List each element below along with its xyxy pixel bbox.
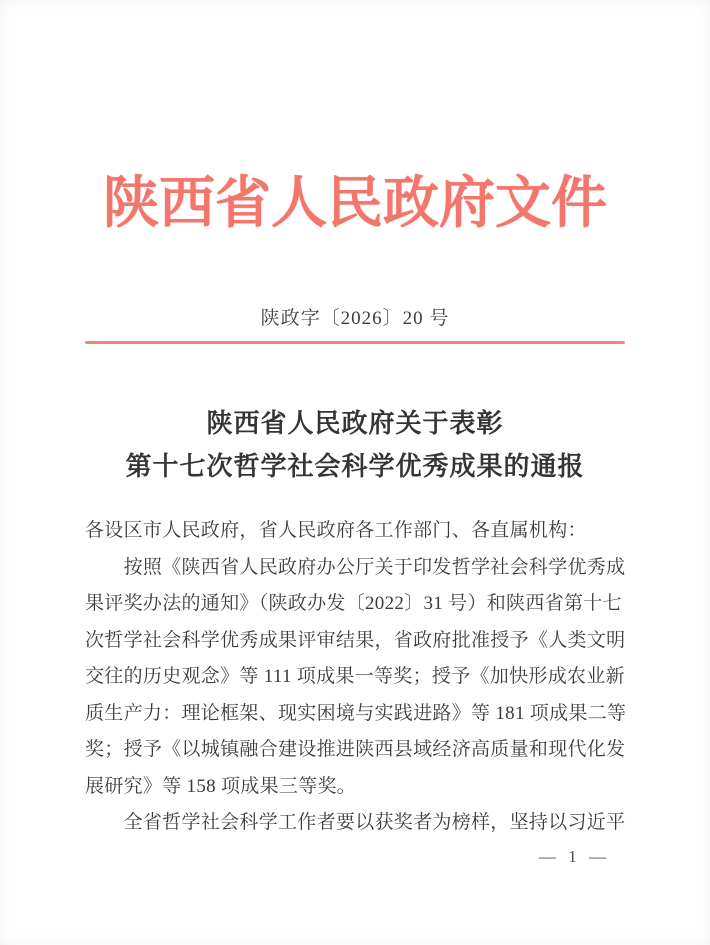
body-line: 交往的历史观念》等 111 项成果一等奖；授予《加快形成农业新 — [85, 666, 625, 687]
body-line: 各设区市人民政府，省人民政府各工作部门、各直属机构： — [85, 520, 587, 541]
document-number: 陕政字〔2026〕20 号 — [260, 308, 450, 329]
document-title — [0, 402, 710, 488]
body-line: 次哲学社会科学优秀成果评审结果，省政府批准授予《人类文明 — [85, 629, 626, 651]
body-line: 果评奖办法的通知》（陕政办发〔2022〕31 号）和陕西省第十七 — [85, 593, 622, 614]
red-divider-line — [85, 341, 625, 344]
red-header-title: 陕西省人民政府文件 — [103, 173, 607, 235]
body-line: 按照《陕西省人民政府办公厅关于印发哲学社会科学优秀成 — [85, 556, 626, 578]
document-title-line: 陕西省人民政府关于表彰 — [206, 409, 504, 438]
body-line: 质生产力：理论框架、现实困境与实践进路》等 181 项成果二等 — [85, 702, 627, 724]
body-line: 展研究》等 158 项成果三等奖。 — [85, 775, 357, 797]
body-line: 全省哲学社会科学工作者要以获奖者为榜样，坚持以习近平 — [85, 812, 626, 833]
document-body — [85, 513, 630, 842]
page-number: — 1 — — [539, 847, 610, 866]
document-title-line: 第十七次哲学社会科学优秀成果的通报 — [125, 452, 585, 481]
body-line: 奖；授予《以城镇融合建设推进陕西县域经济高质量和现代化发 — [85, 739, 626, 760]
